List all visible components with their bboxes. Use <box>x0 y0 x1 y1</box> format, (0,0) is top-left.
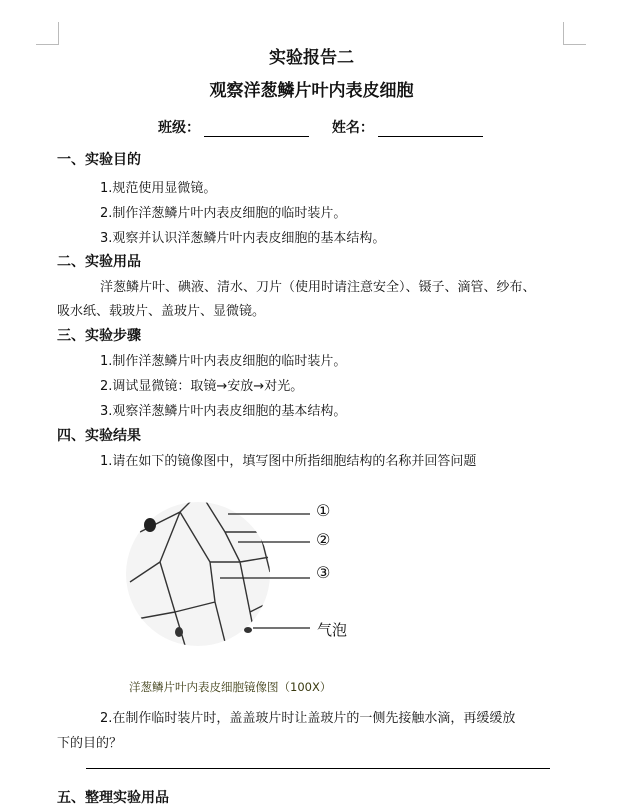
list-item: 2.调试显微镜：取镜→安放→对光。 <box>100 379 304 394</box>
figure-caption: 洋葱鳞片叶内表皮细胞镜像图（100X） <box>129 680 332 694</box>
air-bubble <box>244 627 252 633</box>
class-field <box>158 117 483 137</box>
name-blank[interactable] <box>378 122 483 137</box>
section-heading: 二、实验用品 <box>57 254 141 270</box>
label-1: ① <box>316 501 331 520</box>
question-line: 下的目的？ <box>57 736 123 751</box>
list-item: 1.规范使用显微镜。 <box>100 181 217 196</box>
class-label: 班级： <box>158 120 200 136</box>
class-blank[interactable] <box>204 122 309 137</box>
list-item: 3.观察并认识洋葱鳞片叶内表皮细胞的基本结构。 <box>100 231 386 246</box>
section-heading: 一、实验目的 <box>57 152 141 168</box>
paragraph-line: 洋葱鳞片叶、碘液、清水、刀片（使用时请注意安全）、镊子、滴管、纱布、 <box>100 280 536 295</box>
margin-corner-mark <box>563 22 586 45</box>
answer-line[interactable] <box>86 768 550 769</box>
name-label: 姓名： <box>331 120 374 136</box>
list-item: 3.观察洋葱鳞片叶内表皮细胞的基本结构。 <box>100 404 347 419</box>
section-heading: 四、实验结果 <box>57 428 141 444</box>
label-2: ② <box>316 530 331 549</box>
dark-spot <box>144 518 156 532</box>
doc-subtitle: 观察洋葱鳞片叶内表皮细胞 <box>209 81 414 101</box>
list-item: 1.请在如下的镜像图中，填写图中所指细胞结构的名称并回答问题 <box>100 454 477 469</box>
paragraph-line: 吸水纸、载玻片、盖玻片、显微镜。 <box>57 304 266 319</box>
label-3: ③ <box>316 563 331 582</box>
list-item: 2.制作洋葱鳞片叶内表皮细胞的临时装片。 <box>100 206 347 221</box>
doc-title: 实验报告二 <box>269 48 354 68</box>
label-air-bubble: 气泡 <box>317 621 348 639</box>
section-heading: 三、实验步骤 <box>57 328 141 344</box>
margin-corner-mark <box>36 22 59 45</box>
question-line: 2.在制作临时装片时，盖盖玻片时让盖玻片的一侧先接触水滴，再缓缓放 <box>100 711 516 726</box>
section-heading: 五、整理实验用品 <box>57 790 169 806</box>
list-item: 1.制作洋葱鳞片叶内表皮细胞的临时装片。 <box>100 354 347 369</box>
